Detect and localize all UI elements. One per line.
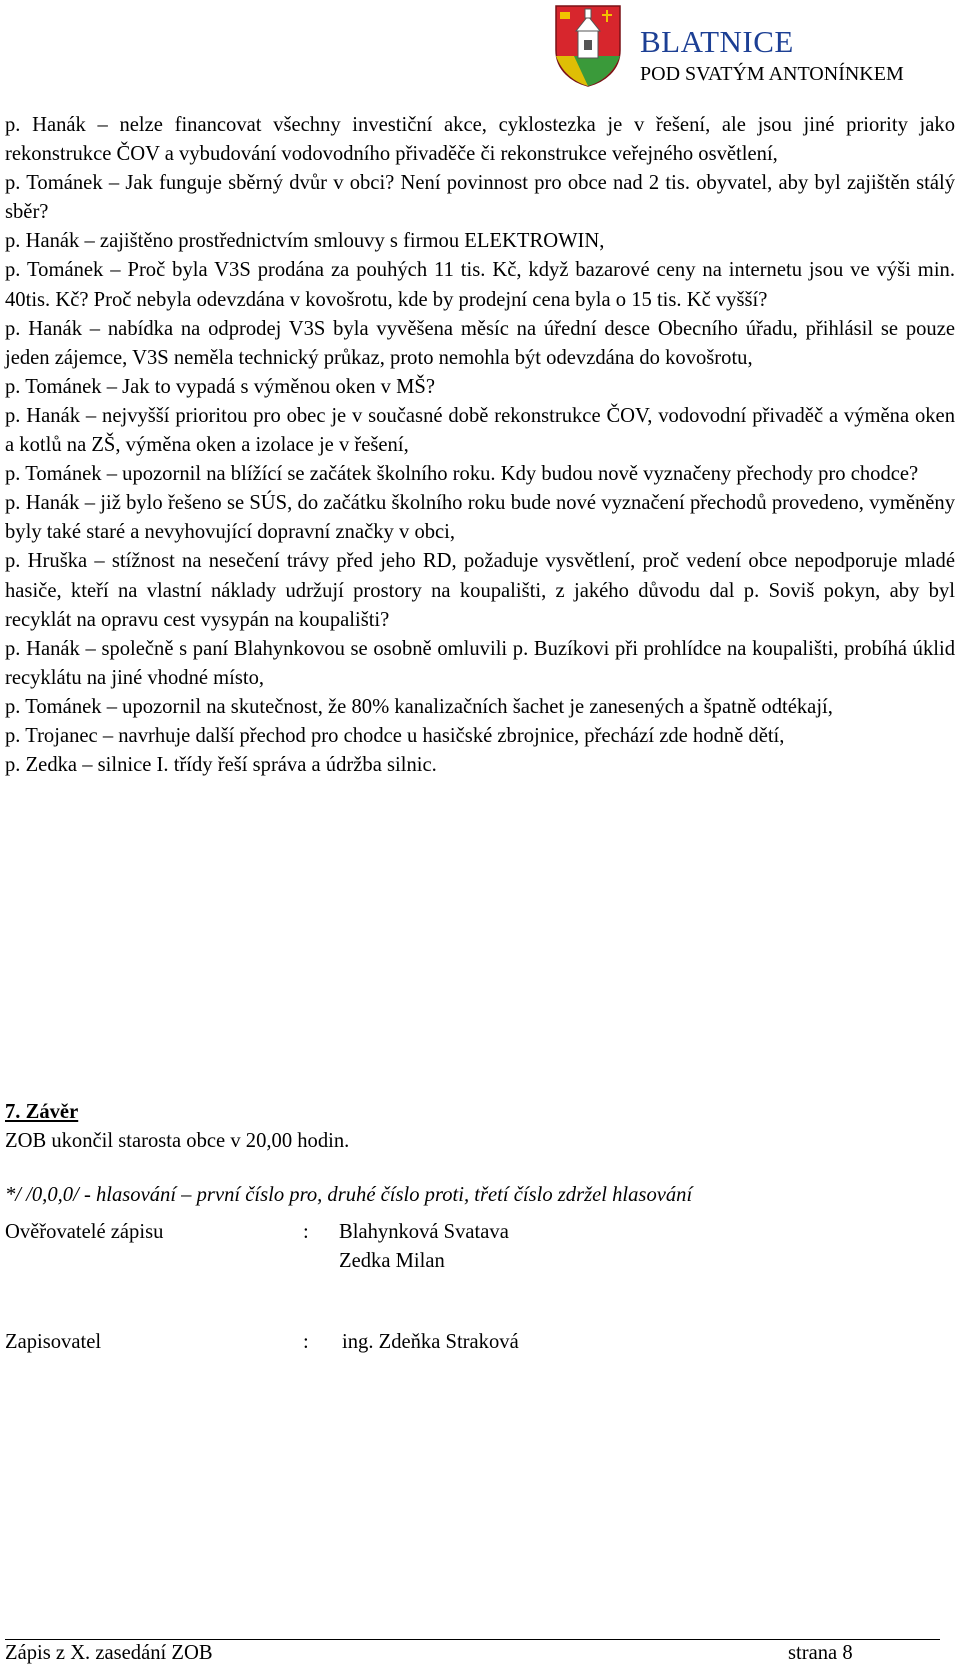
paragraph: p. Hanák – nabídka na odprodej V3S byla vyvěšena měsíc na úřední desce Obecního úřadu, přihlásil se pouze jeden zájemce, V3S neměla technický průkaz, proto nemohla být odevzdána do kovošrotu, (5, 317, 955, 369)
verifiers-label: Ověřovatelé zápisu (5, 1221, 164, 1243)
municipal-crest-icon (552, 4, 624, 88)
paragraph: p. Tománek – Jak funguje sběrný dvůr v obci? Není povinnost pro obce nad 2 tis. obyvatel, aby byl zajištěn stálý sběr? (5, 172, 955, 224)
footer-page-number: strana 8 (788, 1642, 853, 1664)
paragraph: p. Hanák – společně s paní Blahynkovou se osobně omluvili p. Buzíkovi při prohlídce na koupališti, probíhá úklid recyklátu na jiné vhodné místo, (5, 637, 955, 689)
recorder-colon: : (303, 1331, 309, 1353)
footer-document-title: Zápis z X. zasedání ZOB (5, 1642, 213, 1664)
brand-subtitle: POD SVATÝM ANTONÍNKEM (640, 63, 904, 85)
conclusion-section (5, 1098, 905, 1156)
recorder-label: Zapisovatel (5, 1331, 102, 1353)
voting-legend: */ /0,0,0/ - hlasování – první číslo pro, druhé číslo proti, třetí číslo zdržel hlasování (5, 1184, 693, 1206)
recorder-name: ing. Zdeňka Straková (342, 1331, 519, 1353)
brand-title: BLATNICE (640, 24, 794, 59)
verifier-name: Zedka Milan (339, 1250, 445, 1272)
verifiers-colon: : (303, 1221, 309, 1243)
paragraph: p. Hanák – zajištěno prostřednictvím smlouvy s firmou ELEKTROWIN, (5, 230, 605, 253)
paragraph: p. Hanák – již bylo řešeno se SÚS, do začátku školního roku bude nové vyznačení přechodů provedeno, vyměněny byly také staré a nevyhovující dopravní značky v obci, (5, 492, 955, 544)
verifiers-names (339, 1218, 509, 1276)
section-title: 7. Závěr (5, 1101, 79, 1123)
paragraph: p. Hanák – nejvyšší prioritou pro obec je v současné době rekonstrukce ČOV, vodovodní přivaděč a výměna oken a kotlů na ZŠ, výměna oken a izolace je v řešení, (5, 404, 955, 457)
section-text: ZOB ukončil starosta obce v 20,00 hodin. (5, 1130, 350, 1152)
paragraph: p. Trojanec – navrhuje další přechod pro chodce u hasičské zbrojnice, přechází zde hodně dětí, (5, 724, 785, 747)
paragraph: p. Zedka – silnice I. třídy řeší správa a údržba silnic. (5, 754, 437, 777)
paragraph: p. Tománek – Jak to vypadá s výměnou oken v MŠ? (5, 375, 436, 398)
paragraph: p. Hanák – nelze financovat všechny investiční akce, cyklostezka je v řešení, ale jsou jiné priority jako rekonstrukce ČOV a vybudování vodovodního přivaděče či rekonstrukce veřejného osvětlení, (5, 114, 955, 166)
footer-divider (5, 1639, 940, 1640)
paragraph: p. Tománek – upozornil na skutečnost, že 80% kanalizačních šachet je zanesených a špatně odtékají, (5, 695, 833, 718)
paragraph: p. Hruška – stížnost na nesečení trávy před jeho RD, požaduje vysvětlení, proč vedení obce nepodporuje mladé hasiče, kteří na vlastní náklady udržují prostory na koupališti, z jakého důvodu dal p. Soviš pokyn, aby byl recyklát na opravu cest vysypán na koupališti? (5, 550, 955, 631)
page-header (552, 4, 952, 90)
minutes-body (5, 111, 955, 780)
paragraph: p. Tománek – upozornil na blížící se začátek školního roku. Kdy budou nově vyznačeny přechody pro chodce? (5, 463, 919, 486)
paragraph: p. Tománek – Proč byla V3S prodána za pouhých 11 tis. Kč, když bazarové ceny na internetu jsou ve výši min. 40tis. Kč? Proč nebyla odevzdána v kovošrotu, kde by prodejní cena byla o 15 tis. Kč vyšší? (5, 259, 955, 311)
verifier-name: Blahynková Svatava (339, 1221, 509, 1243)
